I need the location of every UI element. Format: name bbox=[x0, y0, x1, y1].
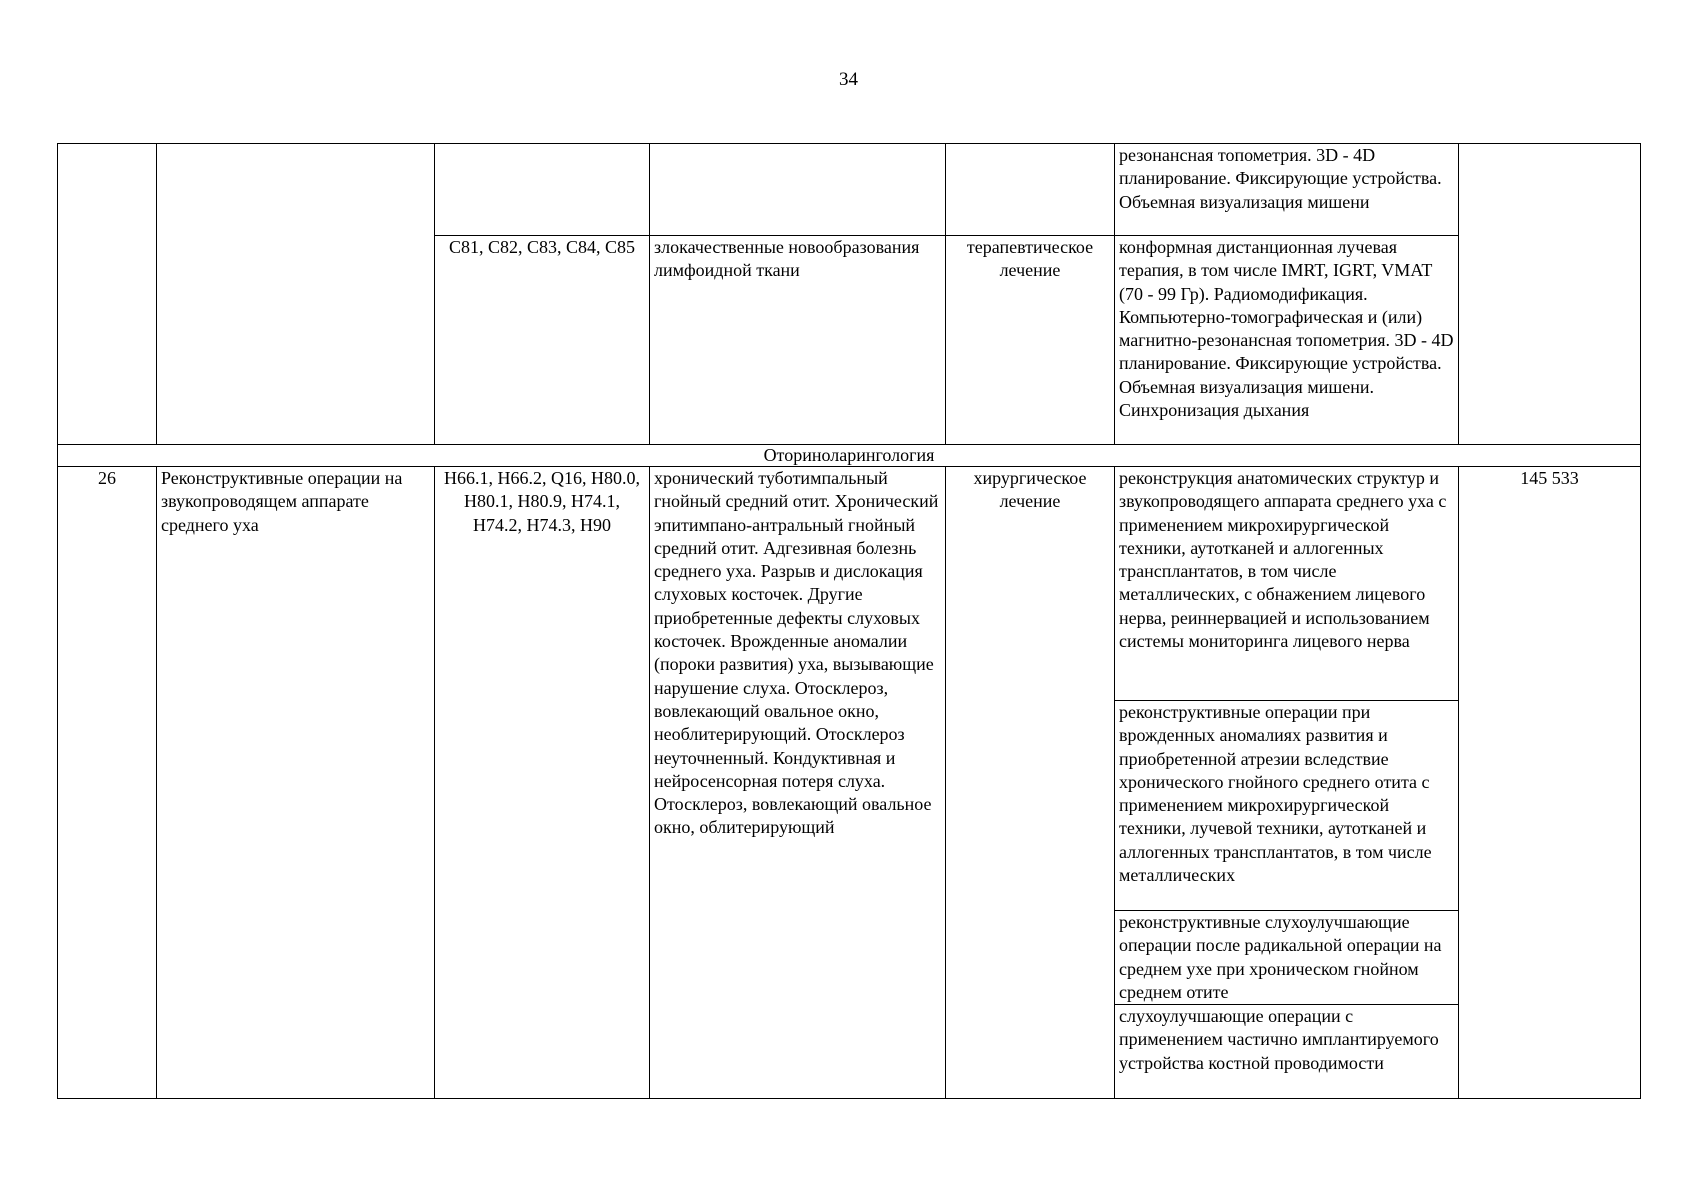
method-cell: реконструктивные операции при врожденных аномалиях развития и приобретенной атрезии вследствие хронического гнойного среднего отита с применением микрохирургической техники, лучевой техники, аутотканей и аллогенных трансплантатов, в том числе металлических bbox=[1115, 701, 1459, 911]
medical-care-table bbox=[57, 143, 1641, 1099]
treatment-cell: терапевтическое лечение bbox=[946, 236, 1115, 445]
codes-cell: C81, C82, C83, C84, C85 bbox=[435, 236, 650, 445]
treatment-cell: хирургическое лечение bbox=[946, 467, 1115, 1099]
codes-cell-continued bbox=[435, 144, 650, 236]
table-row bbox=[58, 467, 1641, 701]
diagnosis-cell: хронический туботимпальный гнойный средний отит. Хронический эпитимпано-антральный гнойный средний отит. Адгезивная болезнь среднего уха. Разрыв и дислокация слуховых косточек. Другие приобретенные дефекты слуховых косточек. Врожденные аномалии (пороки развития) уха, вызывающие нарушение слуха. Отосклероз, вовлекающий овальное окно, необлитерирующий. Отосклероз неуточненный. Кондуктивная и нейросенсорная потеря слуха. Отосклероз, вовлекающий овальное окно, облитерирующий bbox=[650, 467, 946, 1099]
number-cell-continued bbox=[58, 144, 157, 445]
name-cell-continued bbox=[157, 144, 435, 445]
section-title: Оториноларингология bbox=[58, 445, 1641, 467]
diagnosis-cell: злокачественные новообразования лимфоидной ткани bbox=[650, 236, 946, 445]
page-number: 34 bbox=[839, 69, 858, 90]
table-row bbox=[58, 144, 1641, 236]
method-cell: слухоулучшающие операции с применением частично имплантируемого устройства костной проводимости bbox=[1115, 1005, 1459, 1099]
method-cell: реконструкция анатомических структур и звукопроводящего аппарата среднего уха с применением микрохирургической техники, аутотканей и аллогенных трансплантатов, в том числе металлических, с обнажением лицевого нерва, реиннервацией и использованием системы мониторинга лицевого нерва bbox=[1115, 467, 1459, 701]
method-cell: реконструктивные слухоулучшающие операции после радикальной операции на среднем ухе при хроническом гнойном среднем отите bbox=[1115, 911, 1459, 1005]
method-cell: конформная дистанционная лучевая терапия, в том числе IMRT, IGRT, VMAT (70 - 99 Гр). Радиомодификация. Компьютерно-томографическая и (или) магнитно-резонансная топометрия. 3D - 4D планирование. Фиксирующие устройства. Объемная визуализация мишени. Синхронизация дыхания bbox=[1115, 236, 1459, 445]
treatment-cell-continued bbox=[946, 144, 1115, 236]
price-cell-continued bbox=[1459, 144, 1641, 445]
name-cell: Реконструктивные операции на звукопроводящем аппарате среднего уха bbox=[157, 467, 435, 1099]
price-cell: 145 533 bbox=[1459, 467, 1641, 1099]
codes-cell: H66.1, H66.2, Q16, H80.0, H80.1, H80.9, H74.1, H74.2, H74.3, H90 bbox=[435, 467, 650, 1099]
diagnosis-cell-continued bbox=[650, 144, 946, 236]
method-cell: резонансная топометрия. 3D - 4D планирование. Фиксирующие устройства. Объемная визуализация мишени bbox=[1115, 144, 1459, 236]
number-cell: 26 bbox=[58, 467, 157, 1099]
section-row bbox=[58, 445, 1641, 467]
